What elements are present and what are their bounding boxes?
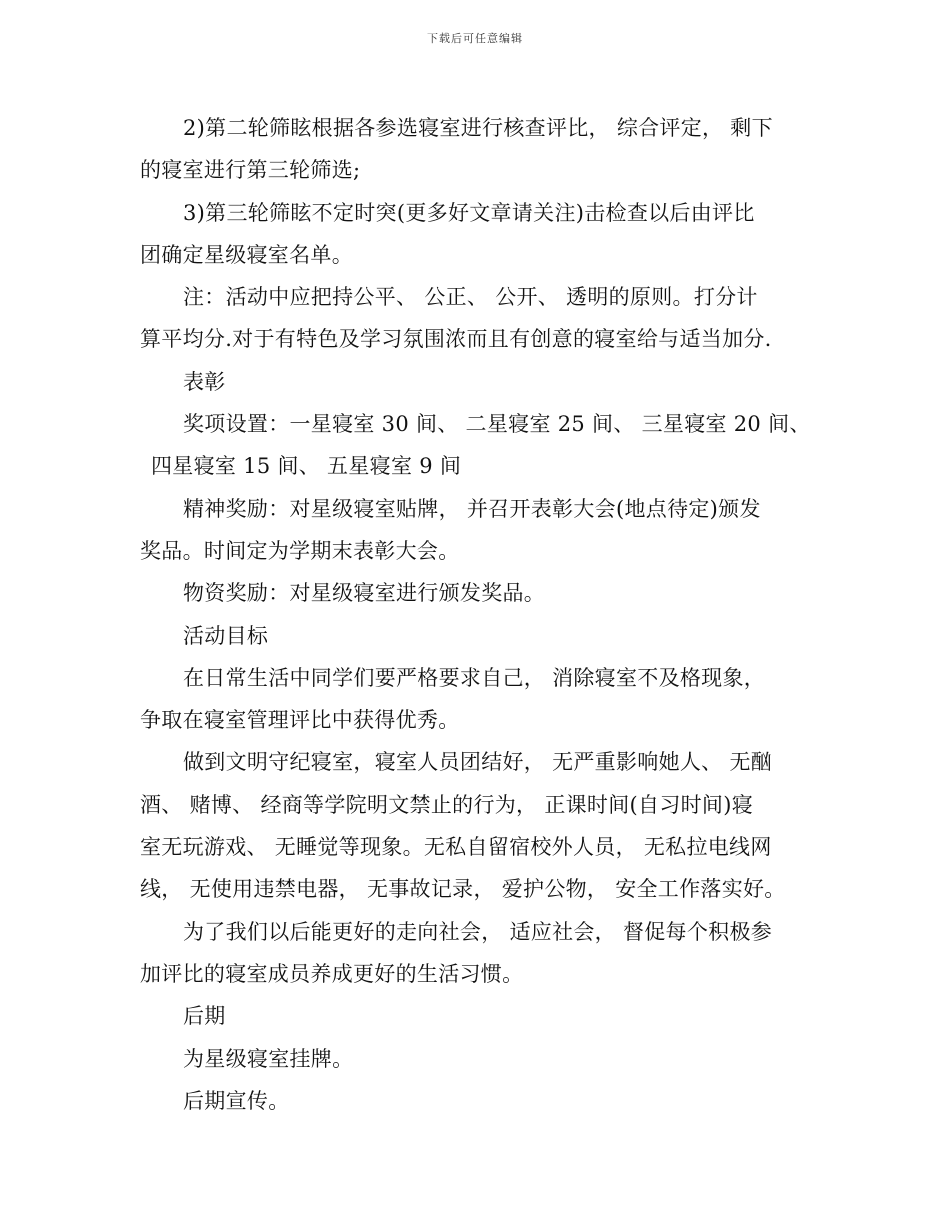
section-heading-goals: 活动目标 (183, 623, 269, 648)
paragraph-line: 四星寝室 15 间、 五星寝室 9 间 (151, 454, 462, 479)
page-header-note: 下载后可任意编辑 (427, 32, 523, 45)
paragraph-line: 线， 无使用违禁电器， 无事故记录， 爱护公物， 安全工作落实好。 (140, 877, 786, 902)
paragraph-line: 奖品。时间定为学期末表彰大会。 (140, 538, 460, 563)
paragraph-line: 注：活动中应把持公平、 公正、 公开、 透明的原则。打分计 (183, 285, 758, 310)
section-heading-commendation: 表彰 (183, 369, 226, 394)
document-body (140, 107, 820, 1122)
paragraph-line: 为了我们以后能更好的走向社会， 适应社会， 督促每个积极参 (183, 919, 773, 944)
paragraph-line: 团确定星级寝室名单。 (140, 242, 353, 267)
paragraph-line: 在日常生活中同学们要严格要求自己， 消除寝室不及格现象， (183, 665, 766, 690)
paragraph-line: 奖项设置：一星寝室 30 间、 二星寝室 25 间、 三星寝室 20 间、 (183, 412, 811, 437)
section-heading-later: 后期 (183, 1004, 226, 1029)
paragraph-line: 的寝室进行第三轮筛选; (140, 158, 361, 183)
paragraph-line: 物资奖励：对星级寝室进行颁发奖品。 (183, 581, 546, 606)
paragraph-line: 酒、 赌博、 经商等学院明文禁止的行为， 正课时间(自习时间)寝 (140, 792, 754, 817)
paragraph-line: 3)第三轮筛眩不定时突(更多好文章请关注)击检查以后由评比 (183, 200, 755, 225)
paragraph-line: 做到文明守纪寝室，寝室人员团结好， 无严重影响她人、 无酗 (183, 750, 773, 775)
paragraph-line: 为星级寝室挂牌。 (183, 1046, 354, 1071)
paragraph-line: 2)第二轮筛眩根据各参选寝室进行核查评比， 综合评定， 剩下 (183, 116, 773, 140)
paragraph-line: 精神奖励：对星级寝室贴牌， 并召开表彰大会(地点待定)颁发 (183, 496, 761, 521)
paragraph-line: 算平均分.对于有特色及学习氛围浓而且有创意的寝室给与适当加分. (140, 327, 772, 352)
paragraph-line: 争取在寝室管理评比中获得优秀。 (140, 708, 460, 733)
paragraph-line: 加评比的寝室成员养成更好的生活习惯。 (140, 961, 524, 986)
paragraph-line: 室无玩游戏、 无睡觉等现象。无私自留宿校外人员， 无私拉电线网 (140, 835, 772, 860)
paragraph-line: 后期宣传。 (183, 1088, 290, 1113)
